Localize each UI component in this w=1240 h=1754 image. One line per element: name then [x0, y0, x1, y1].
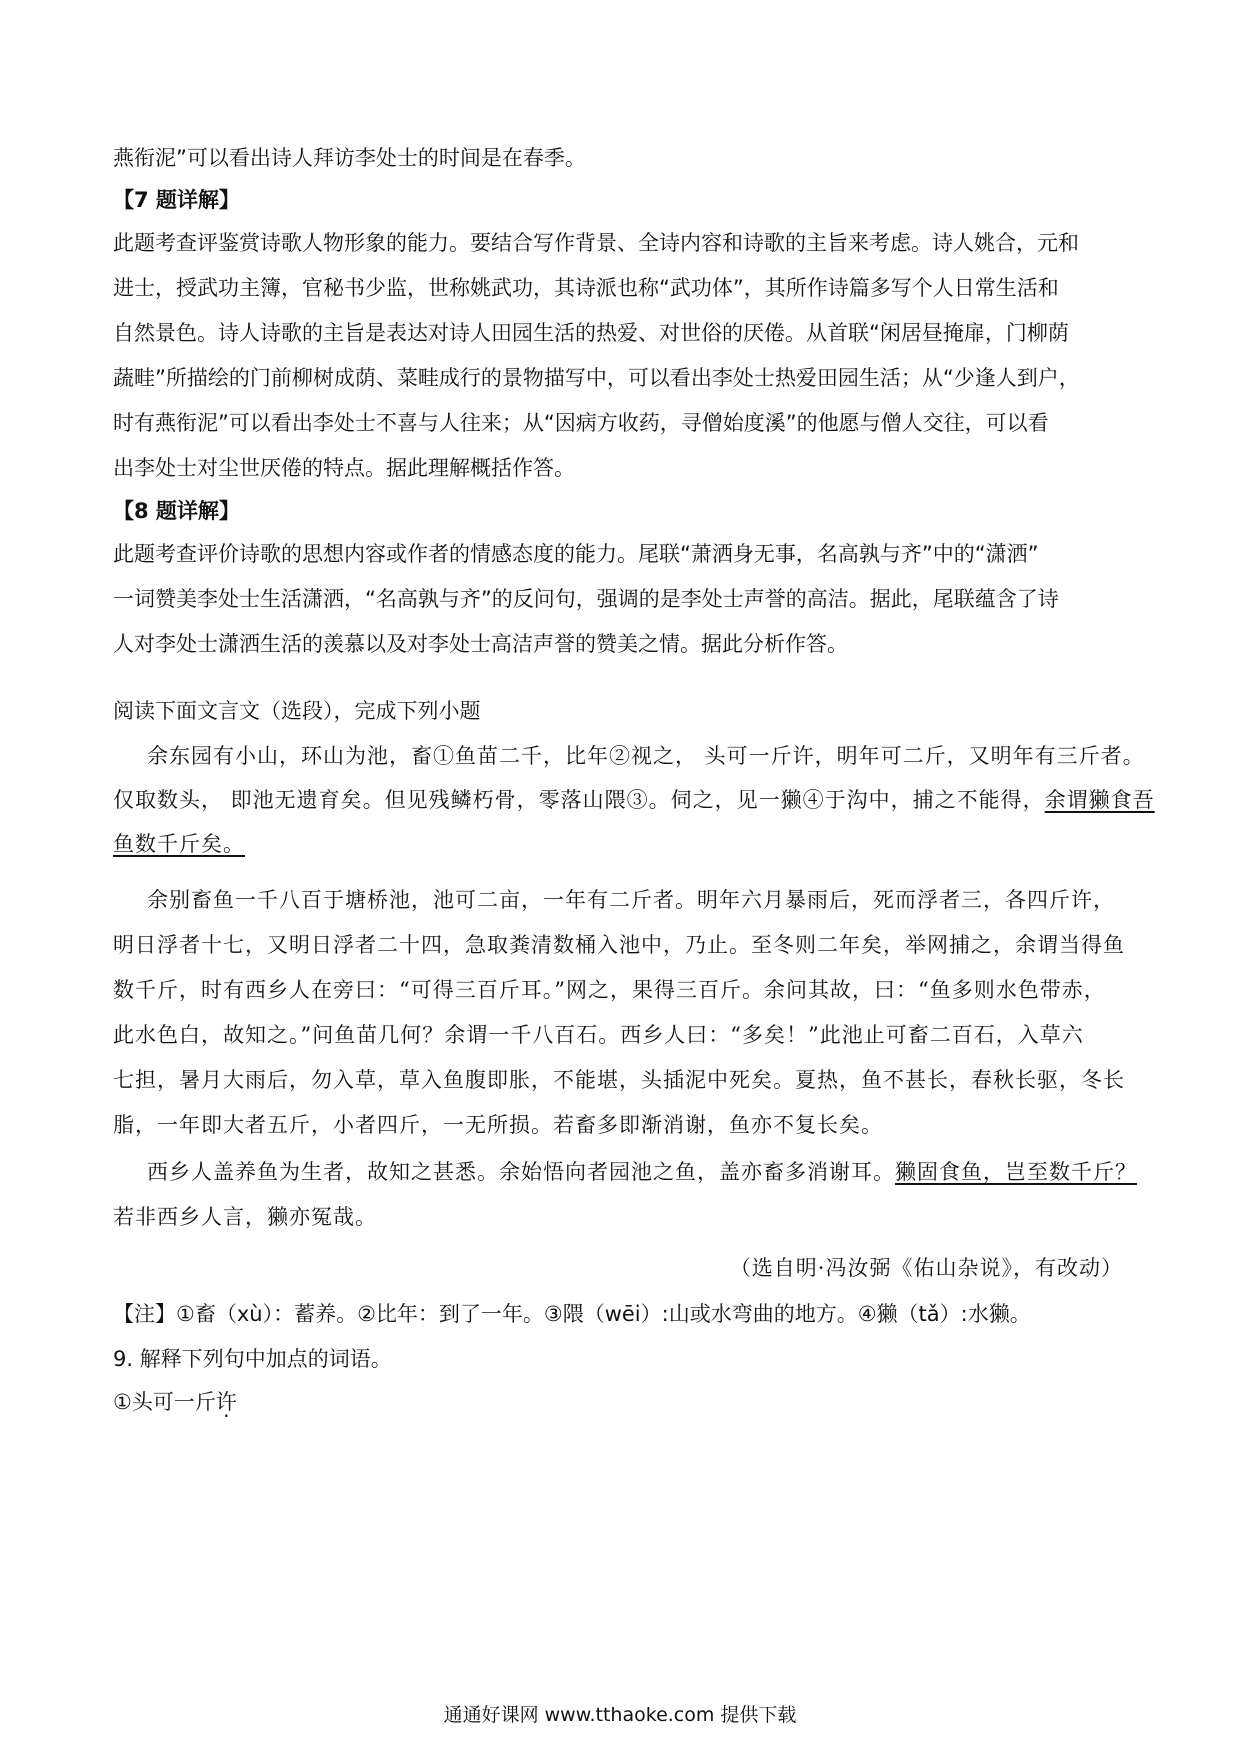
text-line: 出李处士对尘世厌倦的特点。据此理解概括作答。: [113, 456, 575, 480]
underlined-sentence: 余谓獭食吾: [1044, 788, 1155, 812]
section-heading-7: 【7 题详解】: [113, 188, 240, 212]
reading-intro: 阅读下面文言文（选段），完成下列小题: [113, 699, 481, 723]
page-footer: 通通好课网 www.tthaoke.com 提供下载: [443, 1704, 797, 1726]
classical-text-line: 西乡人盖养鱼为生者，故知之甚悉。余始悟向者园池之鱼，盖亦畜多消谢耳。獭固食鱼，岂至数千斤？: [147, 1160, 1137, 1184]
text-line: 蔬畦”所描绘的门前柳树成荫、菜畦成行的景物描写中，可以看出李处士热爱田园生活；从“少逢人到户，: [113, 366, 1080, 390]
classical-text-line: 脂，一年即大者五斤，小者四斤，一无所损。若畜多即渐消谢，鱼亦不复长矣。: [113, 1113, 883, 1137]
text-line: 一词赞美李处士生活潇洒，“名高孰与齐”的反问句，强调的是李处士声誉的高洁。据此，尾联蕴含了诗: [113, 587, 1059, 611]
classical-text-line: 仅取数头， 即池无遗育矣。但见残鳞朽骨，零落山隈③。伺之，见一獭④于沟中，捕之不能得，余谓獭食吾: [113, 788, 1155, 812]
text-line: 进士，授武功主簿，官秘书少监，世称姚武功，其诗派也称“武功体”，其所作诗篇多写个人日常生活和: [113, 276, 1059, 300]
text-line: 时有燕衔泥”可以看出李处士不喜与人往来；从“因病方收药，寻僧始度溪”的他愿与僧人交往，可以看: [113, 411, 1049, 435]
source-citation: （选自明·冯汝弼《佑山杂说》，有改动）: [729, 1256, 1123, 1280]
text-line: 自然景色。诗人诗歌的主旨是表达对诗人田园生活的热爱、对世俗的厌倦。从首联“闲居昼掩扉，门柳荫: [113, 321, 1069, 345]
classical-text-line: [113, 830, 1133, 858]
text-line: 此题考查评鉴赏诗歌人物形象的能力。要结合写作背景、全诗内容和诗歌的主旨来考虑。诗人姚合，元和: [113, 231, 1079, 255]
classical-text-line: 七担，暑月大雨后，勿入草，草入鱼腹即胀，不能堪，头插泥中死矣。夏热，鱼不甚长，春秋长驱，冬长: [113, 1068, 1125, 1092]
underlined-sentence: 獭固食鱼，岂至数千斤？: [895, 1160, 1137, 1184]
classical-text-line: 明日浮者十七，又明日浮者二十四，急取粪清数桶入池中，乃止。至冬则二年矣，举网捕之，余谓当得鱼: [113, 933, 1125, 957]
text-line: 此题考查评价诗歌的思想内容或作者的情感态度的能力。尾联“萧洒身无事，名高孰与齐”中的“潇洒”: [113, 542, 1039, 566]
question-9-item-1: ①头可一斤许: [113, 1390, 237, 1414]
annotation-note: 【注】①畜（xù）：蓄养。②比年：到了一年。③隈（wēi）:山或水弯曲的地方。④獭（tǎ）:水獭。: [113, 1302, 1031, 1326]
dotted-character: 许: [215, 1390, 237, 1414]
question-9: 9. 解释下列句中加点的词语。: [113, 1347, 392, 1371]
section-heading-8: 【8 题详解】: [113, 499, 240, 523]
underlined-sentence: 鱼数千斤矣。: [113, 832, 245, 856]
classical-text-line: 余别畜鱼一千八百于塘桥池，池可二亩，一年有二斤者。明年六月暴雨后，死而浮者三，各四斤许，: [147, 888, 1115, 912]
classical-text-line: 此水色白，故知之。”问鱼苗几何？余谓一千八百石。西乡人曰：“多矣！”此池止可畜二百石，入草六: [113, 1023, 1084, 1047]
classical-text-line: 余东园有小山，环山为池，畜①鱼苗二千，比年②视之， 头可一斤许，明年可二斤，又明年有三斤者。: [147, 744, 1145, 768]
classical-text-line: 数千斤，时有西乡人在旁曰：“可得三百斤耳。”网之，果得三百斤。余问其故，曰：“鱼多则水色带赤，: [113, 978, 1106, 1002]
classical-text-line: 若非西乡人言，獭亦冤哉。: [113, 1205, 377, 1229]
text-line: 人对李处士潇洒生活的羡慕以及对李处士高洁声誉的赞美之情。据此分析作答。: [113, 632, 848, 656]
text-line: 燕衔泥”可以看出诗人拜访李处士的时间是在春季。: [113, 146, 586, 170]
